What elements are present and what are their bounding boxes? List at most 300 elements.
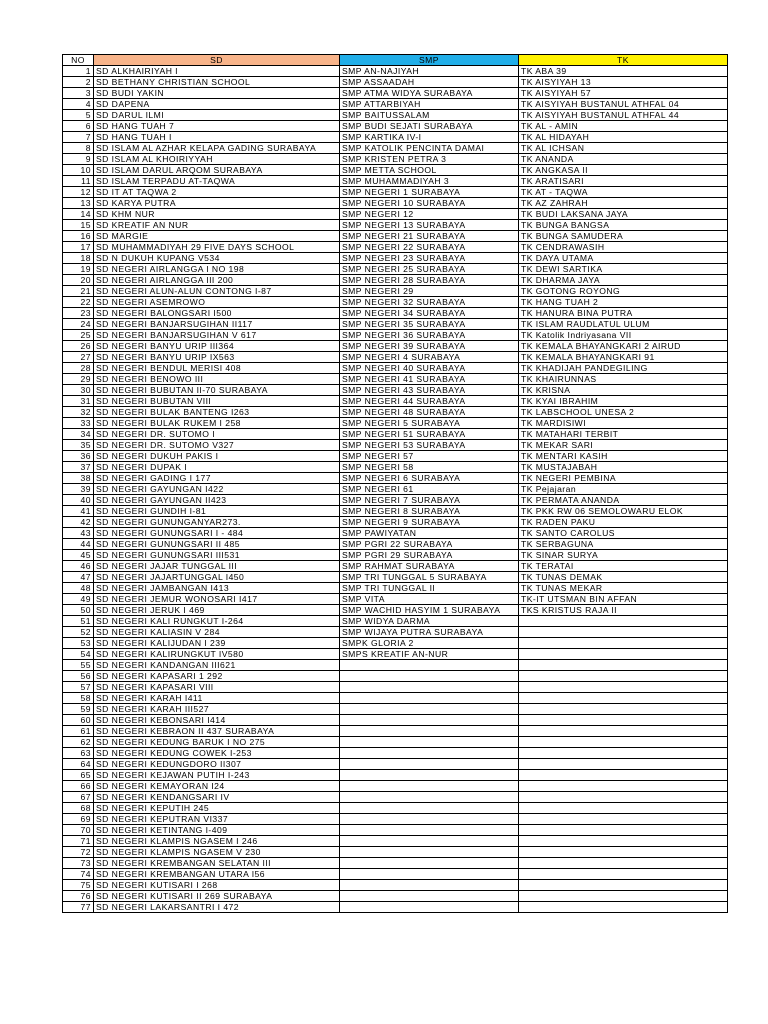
cell-tk: TK AZ ZAHRAH bbox=[519, 198, 728, 209]
cell-no: 28 bbox=[63, 363, 94, 374]
cell-smp bbox=[340, 836, 519, 847]
cell-no: 32 bbox=[63, 407, 94, 418]
cell-no: 70 bbox=[63, 825, 94, 836]
cell-sd: SD DAPENA bbox=[94, 99, 340, 110]
cell-smp bbox=[340, 858, 519, 869]
cell-smp bbox=[340, 704, 519, 715]
cell-tk bbox=[519, 781, 728, 792]
table-row bbox=[63, 220, 728, 231]
cell-sd: SD BUDI YAKIN bbox=[94, 88, 340, 99]
cell-tk: TK KHAIRUNNAS bbox=[519, 374, 728, 385]
table-row bbox=[63, 726, 728, 737]
cell-sd: SD NEGERI KREMBANGAN SELATAN III bbox=[94, 858, 340, 869]
cell-tk bbox=[519, 748, 728, 759]
table-row bbox=[63, 341, 728, 352]
cell-tk: TKS KRISTUS RAJA II bbox=[519, 605, 728, 616]
cell-no: 64 bbox=[63, 759, 94, 770]
cell-no: 69 bbox=[63, 814, 94, 825]
cell-tk bbox=[519, 737, 728, 748]
cell-tk: TK PERMATA ANANDA bbox=[519, 495, 728, 506]
cell-tk: TK KHADIJAH PANDEGILING bbox=[519, 363, 728, 374]
cell-no: 63 bbox=[63, 748, 94, 759]
table-row bbox=[63, 330, 728, 341]
cell-sd: SD N DUKUH KUPANG V534 bbox=[94, 253, 340, 264]
cell-tk bbox=[519, 693, 728, 704]
cell-tk: TK PKK RW 06 SEMOLOWARU ELOK bbox=[519, 506, 728, 517]
cell-no: 22 bbox=[63, 297, 94, 308]
cell-tk bbox=[519, 726, 728, 737]
table-row bbox=[63, 286, 728, 297]
table-row bbox=[63, 66, 728, 77]
cell-smp bbox=[340, 825, 519, 836]
cell-smp: SMP NEGERI 5 SURABAYA bbox=[340, 418, 519, 429]
table-row bbox=[63, 594, 728, 605]
cell-smp: SMP NEGERI 9 SURABAYA bbox=[340, 517, 519, 528]
cell-sd: SD NEGERI KARAH I411 bbox=[94, 693, 340, 704]
cell-tk: TK AT - TAQWA bbox=[519, 187, 728, 198]
cell-no: 55 bbox=[63, 660, 94, 671]
cell-no: 17 bbox=[63, 242, 94, 253]
cell-sd: SD NEGERI KEPUTIH 245 bbox=[94, 803, 340, 814]
cell-no: 51 bbox=[63, 616, 94, 627]
table-row bbox=[63, 209, 728, 220]
cell-sd: SD NEGERI KEBONSARI I414 bbox=[94, 715, 340, 726]
cell-smp: SMP NEGERI 4 SURABAYA bbox=[340, 352, 519, 363]
cell-smp: SMP ASSAADAH bbox=[340, 77, 519, 88]
table-row bbox=[63, 165, 728, 176]
cell-tk: TK KEMALA BHAYANGKARI 91 bbox=[519, 352, 728, 363]
cell-sd: SD NEGERI BANYU URIP IX563 bbox=[94, 352, 340, 363]
table-row bbox=[63, 198, 728, 209]
cell-tk: TK ANGKASA II bbox=[519, 165, 728, 176]
table-row bbox=[63, 473, 728, 484]
cell-sd: SD NEGERI BANYU URIP III364 bbox=[94, 341, 340, 352]
cell-smp bbox=[340, 726, 519, 737]
cell-sd: SD NEGERI BANJARSUGIHAN II117 bbox=[94, 319, 340, 330]
cell-sd: SD NEGERI LAKARSANTRI I 472 bbox=[94, 902, 340, 913]
cell-tk: TK TERATAI bbox=[519, 561, 728, 572]
table-row bbox=[63, 517, 728, 528]
table-row bbox=[63, 539, 728, 550]
cell-tk: TK SINAR SURYA bbox=[519, 550, 728, 561]
cell-smp bbox=[340, 847, 519, 858]
cell-sd: SD NEGERI GUNUNGSARI I - 484 bbox=[94, 528, 340, 539]
cell-tk: TK RADEN PAKU bbox=[519, 517, 728, 528]
cell-no: 61 bbox=[63, 726, 94, 737]
cell-no: 73 bbox=[63, 858, 94, 869]
cell-sd: SD NEGERI KAPASARI 1 292 bbox=[94, 671, 340, 682]
cell-smp bbox=[340, 814, 519, 825]
cell-tk: TK BUNGA SAMUDERA bbox=[519, 231, 728, 242]
cell-no: 8 bbox=[63, 143, 94, 154]
cell-sd: SD KREATIF AN NUR bbox=[94, 220, 340, 231]
cell-tk: TK MEKAR SARI bbox=[519, 440, 728, 451]
cell-no: 35 bbox=[63, 440, 94, 451]
cell-no: 67 bbox=[63, 792, 94, 803]
cell-smp: SMP RAHMAT SURABAYA bbox=[340, 561, 519, 572]
table-row bbox=[63, 154, 728, 165]
cell-tk bbox=[519, 671, 728, 682]
cell-tk: TK AL HIDAYAH bbox=[519, 132, 728, 143]
table-row bbox=[63, 176, 728, 187]
cell-no: 74 bbox=[63, 869, 94, 880]
cell-no: 40 bbox=[63, 495, 94, 506]
cell-tk: TK ISLAM RAUDLATUL ULUM bbox=[519, 319, 728, 330]
cell-no: 59 bbox=[63, 704, 94, 715]
cell-sd: SD NEGERI KREMBANGAN UTARA I56 bbox=[94, 869, 340, 880]
table-row bbox=[63, 506, 728, 517]
cell-sd: SD NEGERI KETINTANG I-409 bbox=[94, 825, 340, 836]
table-row bbox=[63, 319, 728, 330]
cell-no: 29 bbox=[63, 374, 94, 385]
cell-sd: SD KHM NUR bbox=[94, 209, 340, 220]
cell-sd: SD NEGERI JAMBANGAN I413 bbox=[94, 583, 340, 594]
table-row bbox=[63, 495, 728, 506]
cell-smp: SMP PGRI 29 SURABAYA bbox=[340, 550, 519, 561]
table-row bbox=[63, 396, 728, 407]
cell-no: 10 bbox=[63, 165, 94, 176]
cell-tk: TK KRISNA bbox=[519, 385, 728, 396]
table-row bbox=[63, 715, 728, 726]
cell-sd: SD NEGERI JERUK I 469 bbox=[94, 605, 340, 616]
cell-sd: SD NEGERI BULAK RUKEM I 258 bbox=[94, 418, 340, 429]
cell-no: 7 bbox=[63, 132, 94, 143]
cell-tk: TK Katolik Indriyasana VII bbox=[519, 330, 728, 341]
cell-sd: SD NEGERI KARAH III527 bbox=[94, 704, 340, 715]
cell-smp: SMP NEGERI 43 SURABAYA bbox=[340, 385, 519, 396]
cell-tk bbox=[519, 682, 728, 693]
cell-smp: SMP NEGERI 23 SURABAYA bbox=[340, 253, 519, 264]
table-row bbox=[63, 627, 728, 638]
cell-sd: SD NEGERI KALI RUNGKUT I-264 bbox=[94, 616, 340, 627]
table-row bbox=[63, 737, 728, 748]
cell-smp: SMP NEGERI 41 SURABAYA bbox=[340, 374, 519, 385]
cell-tk: TK BUDI LAKSANA JAYA bbox=[519, 209, 728, 220]
cell-sd: SD ALKHAIRIYAH I bbox=[94, 66, 340, 77]
cell-no: 27 bbox=[63, 352, 94, 363]
table-row bbox=[63, 792, 728, 803]
cell-smp bbox=[340, 891, 519, 902]
cell-sd: SD BETHANY CHRISTIAN SCHOOL bbox=[94, 77, 340, 88]
cell-smp: SMP NEGERI 36 SURABAYA bbox=[340, 330, 519, 341]
cell-tk: TK-IT UTSMAN BIN AFFAN bbox=[519, 594, 728, 605]
cell-no: 56 bbox=[63, 671, 94, 682]
cell-smp bbox=[340, 869, 519, 880]
table-row bbox=[63, 693, 728, 704]
cell-sd: SD NEGERI GUNUNGANYAR273. bbox=[94, 517, 340, 528]
cell-smp bbox=[340, 792, 519, 803]
cell-no: 6 bbox=[63, 121, 94, 132]
cell-sd: SD NEGERI GUNUNGSARI II 485 bbox=[94, 539, 340, 550]
cell-sd: SD NEGERI BENDUL MERISI 408 bbox=[94, 363, 340, 374]
cell-smp: SMP NEGERI 35 SURABAYA bbox=[340, 319, 519, 330]
cell-smp: SMP PAWIYATAN bbox=[340, 528, 519, 539]
cell-smp bbox=[340, 781, 519, 792]
cell-smp bbox=[340, 880, 519, 891]
cell-sd: SD NEGERI JAJAR TUNGGAL III bbox=[94, 561, 340, 572]
cell-tk: TK MENTARI KASIH bbox=[519, 451, 728, 462]
cell-tk: TK ANANDA bbox=[519, 154, 728, 165]
cell-smp: SMP NEGERI 13 SURABAYA bbox=[340, 220, 519, 231]
cell-no: 9 bbox=[63, 154, 94, 165]
table-row bbox=[63, 770, 728, 781]
table-row bbox=[63, 440, 728, 451]
cell-smp: SMP NEGERI 12 bbox=[340, 209, 519, 220]
cell-sd: SD NEGERI KEMAYORAN I24 bbox=[94, 781, 340, 792]
cell-sd: SD NEGERI AIRLANGGA III 200 bbox=[94, 275, 340, 286]
cell-no: 11 bbox=[63, 176, 94, 187]
cell-smp bbox=[340, 671, 519, 682]
cell-smp: SMP NEGERI 39 SURABAYA bbox=[340, 341, 519, 352]
cell-no: 46 bbox=[63, 561, 94, 572]
cell-tk bbox=[519, 660, 728, 671]
cell-sd: SD NEGERI KLAMPIS NGASEM I 246 bbox=[94, 836, 340, 847]
cell-smp: SMPK GLORIA 2 bbox=[340, 638, 519, 649]
cell-no: 65 bbox=[63, 770, 94, 781]
table-row bbox=[63, 605, 728, 616]
table-row bbox=[63, 451, 728, 462]
cell-sd: SD NEGERI BULAK BANTENG I263 bbox=[94, 407, 340, 418]
table-row bbox=[63, 88, 728, 99]
table-row bbox=[63, 242, 728, 253]
cell-smp bbox=[340, 682, 519, 693]
table-row bbox=[63, 616, 728, 627]
table-row bbox=[63, 484, 728, 495]
cell-smp: SMP NEGERI 32 SURABAYA bbox=[340, 297, 519, 308]
table-row bbox=[63, 132, 728, 143]
table-row bbox=[63, 682, 728, 693]
school-list-table bbox=[62, 54, 728, 913]
cell-smp: SMP PGRI 22 SURABAYA bbox=[340, 539, 519, 550]
table-row bbox=[63, 649, 728, 660]
table-body bbox=[63, 66, 728, 913]
table-row bbox=[63, 528, 728, 539]
cell-smp: SMP NEGERI 51 SURABAYA bbox=[340, 429, 519, 440]
cell-tk: TK AISYIYAH 57 bbox=[519, 88, 728, 99]
cell-sd: SD NEGERI BANJARSUGIHAN V 617 bbox=[94, 330, 340, 341]
cell-no: 53 bbox=[63, 638, 94, 649]
cell-smp: SMP NEGERI 61 bbox=[340, 484, 519, 495]
table-row bbox=[63, 374, 728, 385]
table-row bbox=[63, 572, 728, 583]
table-row bbox=[63, 858, 728, 869]
table-row bbox=[63, 99, 728, 110]
cell-tk: TK MUSTAJABAH bbox=[519, 462, 728, 473]
table-row bbox=[63, 363, 728, 374]
table-row bbox=[63, 880, 728, 891]
cell-tk: TK AISYIYAH BUSTANUL ATHFAL 44 bbox=[519, 110, 728, 121]
cell-no: 4 bbox=[63, 99, 94, 110]
cell-no: 24 bbox=[63, 319, 94, 330]
cell-sd: SD NEGERI GAYUNGAN II423 bbox=[94, 495, 340, 506]
cell-smp bbox=[340, 759, 519, 770]
cell-tk: TK GOTONG ROYONG bbox=[519, 286, 728, 297]
table-row bbox=[63, 429, 728, 440]
cell-tk: TK AISYIYAH 13 bbox=[519, 77, 728, 88]
cell-sd: SD NEGERI BUBUTAN II-70 SURABAYA bbox=[94, 385, 340, 396]
cell-smp: SMP WACHID HASYIM 1 SURABAYA bbox=[340, 605, 519, 616]
cell-sd: SD NEGERI DUPAK I bbox=[94, 462, 340, 473]
cell-smp: SMP WIJAYA PUTRA SURABAYA bbox=[340, 627, 519, 638]
cell-tk bbox=[519, 803, 728, 814]
table-row bbox=[63, 352, 728, 363]
cell-no: 76 bbox=[63, 891, 94, 902]
cell-no: 60 bbox=[63, 715, 94, 726]
table-row bbox=[63, 869, 728, 880]
cell-no: 50 bbox=[63, 605, 94, 616]
cell-smp bbox=[340, 770, 519, 781]
cell-sd: SD NEGERI DUKUH PAKIS I bbox=[94, 451, 340, 462]
cell-tk: TK MATAHARI TERBIT bbox=[519, 429, 728, 440]
cell-no: 20 bbox=[63, 275, 94, 286]
cell-no: 42 bbox=[63, 517, 94, 528]
cell-no: 19 bbox=[63, 264, 94, 275]
table-row bbox=[63, 902, 728, 913]
cell-sd: SD NEGERI KALIRUNGKUT IV580 bbox=[94, 649, 340, 660]
cell-no: 45 bbox=[63, 550, 94, 561]
cell-tk: TK AL - AMIN bbox=[519, 121, 728, 132]
cell-smp: SMP KARTIKA IV-I bbox=[340, 132, 519, 143]
cell-smp: SMP TRI TUNGGAL 5 SURABAYA bbox=[340, 572, 519, 583]
cell-tk: TK AL ICHSAN bbox=[519, 143, 728, 154]
cell-sd: SD NEGERI KEJAWAN PUTIH I-243 bbox=[94, 770, 340, 781]
table-row bbox=[63, 110, 728, 121]
cell-tk bbox=[519, 759, 728, 770]
cell-sd: SD NEGERI BALONGSARI I500 bbox=[94, 308, 340, 319]
cell-sd: SD NEGERI KEDUNG COWEK I-253 bbox=[94, 748, 340, 759]
cell-no: 39 bbox=[63, 484, 94, 495]
cell-smp: SMP NEGERI 48 SURABAYA bbox=[340, 407, 519, 418]
cell-sd: SD NEGERI GUNDIH I-81 bbox=[94, 506, 340, 517]
table-row bbox=[63, 825, 728, 836]
cell-no: 12 bbox=[63, 187, 94, 198]
cell-sd: SD NEGERI BENOWO III bbox=[94, 374, 340, 385]
cell-tk bbox=[519, 814, 728, 825]
cell-no: 41 bbox=[63, 506, 94, 517]
cell-no: 36 bbox=[63, 451, 94, 462]
cell-tk: TK HANG TUAH 2 bbox=[519, 297, 728, 308]
cell-smp: SMP NEGERI 8 SURABAYA bbox=[340, 506, 519, 517]
table-row bbox=[63, 253, 728, 264]
cell-sd: SD NEGERI ASEMROWO bbox=[94, 297, 340, 308]
cell-sd: SD MARGIE bbox=[94, 231, 340, 242]
cell-smp: SMP AN-NAJIYAH bbox=[340, 66, 519, 77]
cell-no: 16 bbox=[63, 231, 94, 242]
cell-no: 52 bbox=[63, 627, 94, 638]
cell-tk: TK Pejajaran bbox=[519, 484, 728, 495]
cell-tk: TK AISYIYAH BUSTANUL ATHFAL 04 bbox=[519, 99, 728, 110]
cell-no: 3 bbox=[63, 88, 94, 99]
cell-tk bbox=[519, 616, 728, 627]
table-row bbox=[63, 297, 728, 308]
cell-tk bbox=[519, 825, 728, 836]
cell-smp: SMP KATOLIK PENCINTA DAMAI bbox=[340, 143, 519, 154]
table-row bbox=[63, 638, 728, 649]
cell-smp bbox=[340, 902, 519, 913]
cell-no: 14 bbox=[63, 209, 94, 220]
header-sd: SD bbox=[94, 55, 340, 66]
cell-sd: SD NEGERI KLAMPIS NGASEM V 230 bbox=[94, 847, 340, 858]
cell-sd: SD IT AT TAQWA 2 bbox=[94, 187, 340, 198]
cell-sd: SD NEGERI DR. SUTOMO I bbox=[94, 429, 340, 440]
cell-tk: TK KEMALA BHAYANGKARI 2 AIRUD bbox=[519, 341, 728, 352]
cell-sd: SD HANG TUAH I bbox=[94, 132, 340, 143]
cell-sd: SD ISLAM DARUL ARQOM SURABAYA bbox=[94, 165, 340, 176]
table-row bbox=[63, 264, 728, 275]
cell-smp: SMP NEGERI 22 SURABAYA bbox=[340, 242, 519, 253]
cell-no: 68 bbox=[63, 803, 94, 814]
cell-no: 58 bbox=[63, 693, 94, 704]
table-row bbox=[63, 748, 728, 759]
cell-smp: SMP NEGERI 10 SURABAYA bbox=[340, 198, 519, 209]
cell-sd: SD NEGERI KUTISARI II 269 SURABAYA bbox=[94, 891, 340, 902]
table-row bbox=[63, 77, 728, 88]
cell-tk: TK KYAI IBRAHIM bbox=[519, 396, 728, 407]
cell-tk bbox=[519, 627, 728, 638]
cell-tk bbox=[519, 869, 728, 880]
cell-no: 1 bbox=[63, 66, 94, 77]
cell-no: 47 bbox=[63, 572, 94, 583]
cell-smp: SMP BAITUSSALAM bbox=[340, 110, 519, 121]
cell-smp: SMP NEGERI 1 SURABAYA bbox=[340, 187, 519, 198]
cell-no: 77 bbox=[63, 902, 94, 913]
cell-sd: SD NEGERI KANDANGAN III621 bbox=[94, 660, 340, 671]
cell-sd: SD ISLAM TERPADU AT-TAQWA bbox=[94, 176, 340, 187]
table-row bbox=[63, 814, 728, 825]
cell-smp: SMP NEGERI 53 SURABAYA bbox=[340, 440, 519, 451]
cell-smp: SMP NEGERI 58 bbox=[340, 462, 519, 473]
header-row bbox=[63, 55, 728, 66]
cell-smp bbox=[340, 693, 519, 704]
cell-smp: SMP NEGERI 57 bbox=[340, 451, 519, 462]
cell-tk bbox=[519, 891, 728, 902]
cell-smp: SMP KRISTEN PETRA 3 bbox=[340, 154, 519, 165]
table-row bbox=[63, 803, 728, 814]
header-smp: SMP bbox=[340, 55, 519, 66]
cell-sd: SD NEGERI KEDUNG BARUK I NO 275 bbox=[94, 737, 340, 748]
cell-smp: SMP NEGERI 40 SURABAYA bbox=[340, 363, 519, 374]
cell-tk: TK NEGERI PEMBINA bbox=[519, 473, 728, 484]
cell-sd: SD KARYA PUTRA bbox=[94, 198, 340, 209]
cell-sd: SD MUHAMMADIYAH 29 FIVE DAYS SCHOOL bbox=[94, 242, 340, 253]
cell-no: 57 bbox=[63, 682, 94, 693]
cell-no: 75 bbox=[63, 880, 94, 891]
cell-no: 15 bbox=[63, 220, 94, 231]
cell-sd: SD ISLAM AL AZHAR KELAPA GADING SURABAYA bbox=[94, 143, 340, 154]
cell-sd: SD NEGERI KUTISARI I 268 bbox=[94, 880, 340, 891]
cell-tk bbox=[519, 715, 728, 726]
table-row bbox=[63, 891, 728, 902]
table-row bbox=[63, 847, 728, 858]
cell-tk bbox=[519, 847, 728, 858]
cell-tk bbox=[519, 880, 728, 891]
cell-no: 66 bbox=[63, 781, 94, 792]
cell-no: 13 bbox=[63, 198, 94, 209]
cell-no: 26 bbox=[63, 341, 94, 352]
table-row bbox=[63, 660, 728, 671]
table-row bbox=[63, 462, 728, 473]
cell-tk bbox=[519, 649, 728, 660]
cell-smp bbox=[340, 803, 519, 814]
cell-no: 44 bbox=[63, 539, 94, 550]
cell-smp: SMP NEGERI 34 SURABAYA bbox=[340, 308, 519, 319]
cell-no: 54 bbox=[63, 649, 94, 660]
cell-tk: TK ABA 39 bbox=[519, 66, 728, 77]
cell-no: 34 bbox=[63, 429, 94, 440]
cell-tk bbox=[519, 858, 728, 869]
cell-tk: TK TUNAS DEMAK bbox=[519, 572, 728, 583]
cell-sd: SD HANG TUAH 7 bbox=[94, 121, 340, 132]
